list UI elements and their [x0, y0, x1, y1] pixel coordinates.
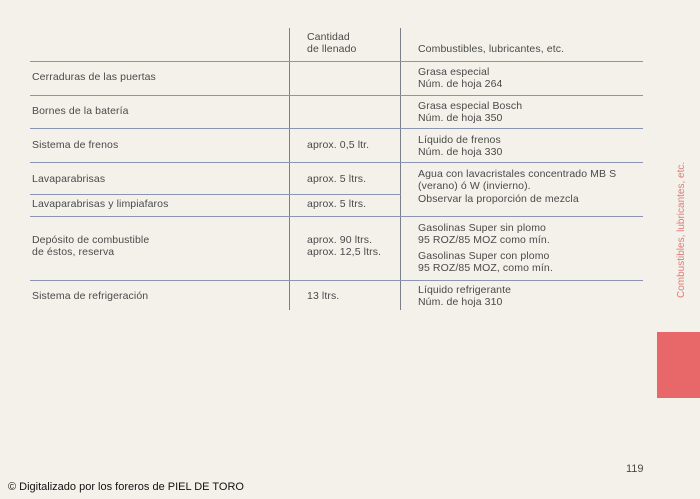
row-divider	[30, 216, 643, 217]
row-spec: Gasolinas Super sin plomo	[418, 222, 546, 234]
page-number: 119	[626, 463, 644, 475]
row-name: Depósito de combustible	[32, 234, 150, 246]
row-name: Sistema de frenos	[32, 139, 119, 151]
row-qty: aprox. 90 ltrs.	[307, 234, 373, 246]
row-divider	[30, 194, 401, 195]
row-spec: Agua con lavacristales concentrado MB S	[418, 168, 617, 180]
row-spec: 95 ROZ/85 MOZ como mín.	[418, 234, 550, 246]
row-name: de éstos, reserva	[32, 246, 115, 258]
header-qty-line1: Cantidad	[307, 31, 350, 43]
row-divider	[30, 61, 643, 62]
section-side-label-text: Combustibles, lubricantes, etc.	[676, 161, 687, 298]
row-divider	[30, 280, 643, 281]
row-spec: Núm. de hoja 350	[418, 112, 503, 124]
row-spec: Núm. de hoja 310	[418, 296, 503, 308]
header-fuel: Combustibles, lubricantes, etc.	[418, 43, 565, 55]
row-name: Cerraduras de las puertas	[32, 71, 156, 83]
row-qty: 13 ltrs.	[307, 290, 340, 302]
row-name: Lavaparabrisas y limpiafaros	[32, 198, 169, 210]
row-divider	[30, 162, 643, 163]
row-divider	[30, 95, 643, 96]
row-qty: aprox. 12,5 ltrs.	[307, 246, 382, 258]
row-spec: Líquido de frenos	[418, 134, 501, 146]
header-qty-line2: de llenado	[307, 43, 357, 55]
column-divider-2	[400, 28, 401, 310]
row-spec: Observar la proporción de mezcla	[418, 193, 579, 205]
section-tab	[657, 332, 700, 398]
row-spec: 95 ROZ/85 MOZ, como mín.	[418, 262, 553, 274]
row-qty: aprox. 0,5 ltr.	[307, 139, 370, 151]
row-spec: Núm. de hoja 264	[418, 78, 503, 90]
row-spec: Gasolinas Super con plomo	[418, 250, 550, 262]
footer-credit: © Digitalizado por los foreros de PIEL DE TORO	[8, 481, 244, 493]
column-divider-1	[289, 28, 290, 310]
row-name: Lavaparabrisas	[32, 173, 106, 185]
row-spec: Líquido refrigerante	[418, 284, 512, 296]
row-divider	[30, 128, 643, 129]
row-qty: aprox. 5 ltrs.	[307, 198, 367, 210]
row-qty: aprox. 5 ltrs.	[307, 173, 367, 185]
row-spec: Núm. de hoja 330	[418, 146, 503, 158]
row-spec: Grasa especial Bosch	[418, 100, 523, 112]
row-spec: Grasa especial	[418, 66, 490, 78]
row-name: Sistema de refrigeración	[32, 290, 149, 302]
row-spec: (verano) ó W (invierno).	[418, 180, 531, 192]
row-name: Bornes de la batería	[32, 105, 129, 117]
